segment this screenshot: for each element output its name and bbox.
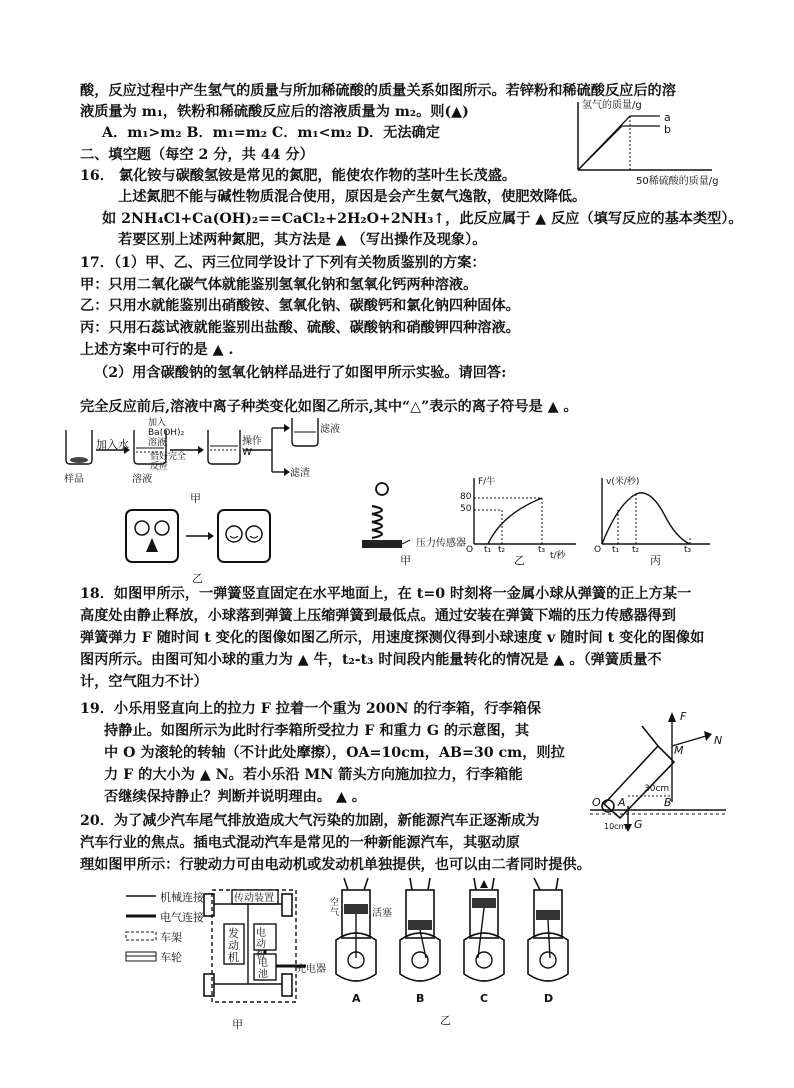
q19-luggage-diagram: [582, 706, 732, 832]
q18-t1-v: t₁: [612, 545, 620, 555]
q19-line3: 中 O 为滚轮的转轴（不计此处摩擦），OA=10cm，AB=30 cm，则拉: [104, 745, 565, 761]
q17-line6: （2）用含碳酸钠的氢氧化钠样品进行了如图甲所示实验。请回答:: [94, 365, 507, 381]
q20-engine-strokes: [328, 870, 588, 1000]
q19-line1: 19．小乐用竖直向上的拉力 F 拉着一个重为 200N 的行李箱，行李箱保: [80, 701, 542, 717]
q18-f-label: F/牛: [478, 477, 496, 487]
q20-battery-label: 电池: [258, 958, 268, 980]
q18-fig-yi: 乙: [514, 554, 525, 567]
q15-graph-xlabel: 50稀硫酸的质量/g: [636, 176, 719, 187]
q17-line7: 完全反应前后,溶液中离子种类变化如图乙所示,其中“△”表示的离子符号是 ▲ 。: [80, 399, 578, 415]
q17-ion-diagram: [122, 506, 282, 568]
q17-fig-solution: 溶液: [132, 474, 152, 485]
q15-graph-b: b: [664, 123, 671, 136]
q16-line1: 16． 氯化铵与碳酸氢铵是常见的氮肥，能使农作物的茎叶生长茂盛。: [80, 168, 517, 184]
q18-line5: 计，空气阻力不计）: [80, 674, 208, 690]
q17-fig-residue: 滤渣: [290, 468, 310, 479]
q19-line2: 持静止。如图所示为此时行李箱所受拉力 F 和重力 G 的示意图，其: [104, 723, 530, 739]
q18-f80: 80: [460, 492, 472, 502]
q17-fig-filtrate: 滤液: [320, 424, 340, 435]
q17-fig-jia: 甲: [190, 492, 201, 505]
q16-line4: 若要区别上述两种氮肥，其方法是 ▲ （写出操作及现象）。: [118, 232, 487, 248]
q15-line1: 酸，反应过程中产生氢气的质量与所加稀硫酸的质量关系如图所示。若锌粉和稀硫酸反应后的溶: [80, 83, 676, 99]
q20-line1: 20．为了减少汽车尾气排放造成大气污染的加剧，新能源汽车正逐渐成为: [80, 813, 540, 829]
q19-fig-M: M: [674, 744, 684, 757]
q20-engine-label: 发动机: [228, 927, 239, 964]
q18-fig-jia: 甲: [400, 554, 411, 567]
q20-stroke-C: C: [480, 992, 489, 1005]
q17-line5: 上述方案中可行的是 ▲ .: [80, 342, 234, 358]
q19-fig-10cm: 10cm: [604, 822, 627, 831]
q20-legend-mech: 机械连接: [160, 891, 204, 904]
q16-line3: 如 2NH₄Cl+Ca(OH)₂==CaCl₂+2H₂O+2NH₃↑，此反应属于 ▲ 反应（填写反应的基本类型）。: [102, 211, 743, 227]
q20-stroke-B: B: [416, 992, 425, 1005]
q18-f50: 50: [460, 504, 472, 514]
q15-options: A．m₁>m₂ B．m₁=m₂ C．m₁<m₂ D．无法确定: [102, 125, 440, 141]
q19-fig-A: A: [618, 796, 626, 809]
q17-fig-op: 操作W: [242, 436, 262, 458]
q20-line2: 汽车行业的焦点。插电式混动汽车是常见的一种新能源汽车，其驱动原: [80, 835, 520, 851]
q17-fig-sample: 样品: [64, 474, 84, 485]
q18-t-label: t/秒: [550, 551, 566, 561]
q18-sensor-label: 压力传感器: [416, 538, 466, 549]
q20-trans-label: 传动装置: [234, 893, 274, 904]
q20-legend-symbols: [124, 888, 158, 964]
q20-motor-label: 电动机: [256, 928, 266, 961]
q20-fig-yi: 乙: [440, 1014, 451, 1027]
q18-t3-v: t₃: [684, 545, 692, 555]
q17-line1: 17．（1）甲、乙、丙三位同学设计了下列有关物质鉴别的方案：: [80, 255, 486, 271]
q17-fig-add-baoh2: 加入Ba(OH)₂溶液: [148, 418, 185, 448]
q15-line2: 液质量为 m₁，铁粉和稀硫酸反应后的溶液质量为 m₂。则(▲): [80, 104, 469, 120]
q17-fig-add-water: 加入水: [96, 438, 129, 451]
q20-piston-label: 活塞: [372, 908, 392, 919]
q19-fig-G: G: [634, 818, 643, 831]
q20-air-label: 空气: [330, 898, 340, 918]
q19-line4: 力 F 的大小为 ▲ N。若小乐沿 MN 箭头方向施加拉力，行李箱能: [104, 767, 523, 783]
q19-fig-N: N: [714, 734, 723, 747]
q20-charger-label: 充电器: [296, 964, 326, 975]
q18-line1: 18．如图甲所示，一弹簧竖直固定在水平地面上，在 t=0 时刻将一金属小球从弹簧的正上方某一: [80, 586, 692, 602]
q18-v-label: v(米/秒): [606, 477, 640, 487]
q18-t2-v: t₂: [632, 545, 640, 555]
q19-fig-30cm: 30cm: [644, 784, 670, 794]
q18-t1: t₁: [484, 545, 492, 555]
q17-fig-yi: 乙: [192, 572, 203, 585]
q20-legend-wheel: 车轮: [160, 951, 182, 964]
q19-fig-B: B: [664, 796, 672, 809]
q17-line2: 甲：只用二氧化碳气体就能鉴别氢氧化钠和氢氧化钙两种溶液。: [80, 277, 478, 293]
q16-line2: 上述氮肥不能与碱性物质混合使用，原因是会产生氨气逸散，使肥效降低。: [118, 189, 587, 205]
q20-stroke-D: D: [544, 992, 554, 1005]
q20-fig-jia: 甲: [232, 1018, 243, 1031]
q20-legend-frame: 车架: [160, 931, 182, 944]
section2-title: 二、填空题（每空 2 分，共 44 分）: [80, 147, 314, 163]
q20-stroke-A: A: [352, 992, 361, 1005]
q18-line4: 图丙所示。由图可知小球的重力为 ▲ 牛，t₂-t₃ 时间段内能量转化的情况是 ▲ 。（弹簧质量不: [80, 652, 662, 668]
q19-line5: 否继续保持静止？判断并说明理由。 ▲ 。: [104, 789, 366, 805]
q20-line3: 理如图甲所示：行驶动力可由电动机或发动机单独提供，也可以由二者同时提供。: [80, 857, 591, 873]
q18-line2: 高度处由静止释放，小球落到弹簧上压缩弹簧到最低点。通过安装在弹簧下端的压力传感器得到: [80, 608, 676, 624]
q18-fig-bing: 丙: [650, 554, 661, 567]
q18-t2: t₂: [498, 545, 506, 555]
q15-graph-ylabel: 氢气的质量/g: [582, 100, 642, 111]
q18-t3: t₃: [538, 545, 546, 555]
q18-origin-v: O: [594, 545, 602, 555]
q17-fig-exact: 恰好完全反应: [150, 452, 187, 472]
q20-legend-elec: 电气连接: [160, 911, 204, 924]
q17-line4: 丙：只用石蕊试液就能鉴别出盐酸、硫酸、碳酸钠和硝酸钾四种溶液。: [80, 320, 520, 336]
q19-fig-F: F: [680, 710, 687, 723]
q18-line3: 弹簧弹力 F 随时间 t 变化的图像如图乙所示，用速度探测仪得到小球速度 v 随时间 t 变化的图像如: [80, 630, 705, 646]
q19-fig-O: O: [592, 796, 601, 809]
q18-origin: O: [466, 545, 474, 555]
q17-line3: 乙：只用水就能鉴别出硝酸铵、氢氧化钠、碳酸钙和氯化钠四种固体。: [80, 298, 520, 314]
q15-graph-a: a: [664, 111, 671, 124]
